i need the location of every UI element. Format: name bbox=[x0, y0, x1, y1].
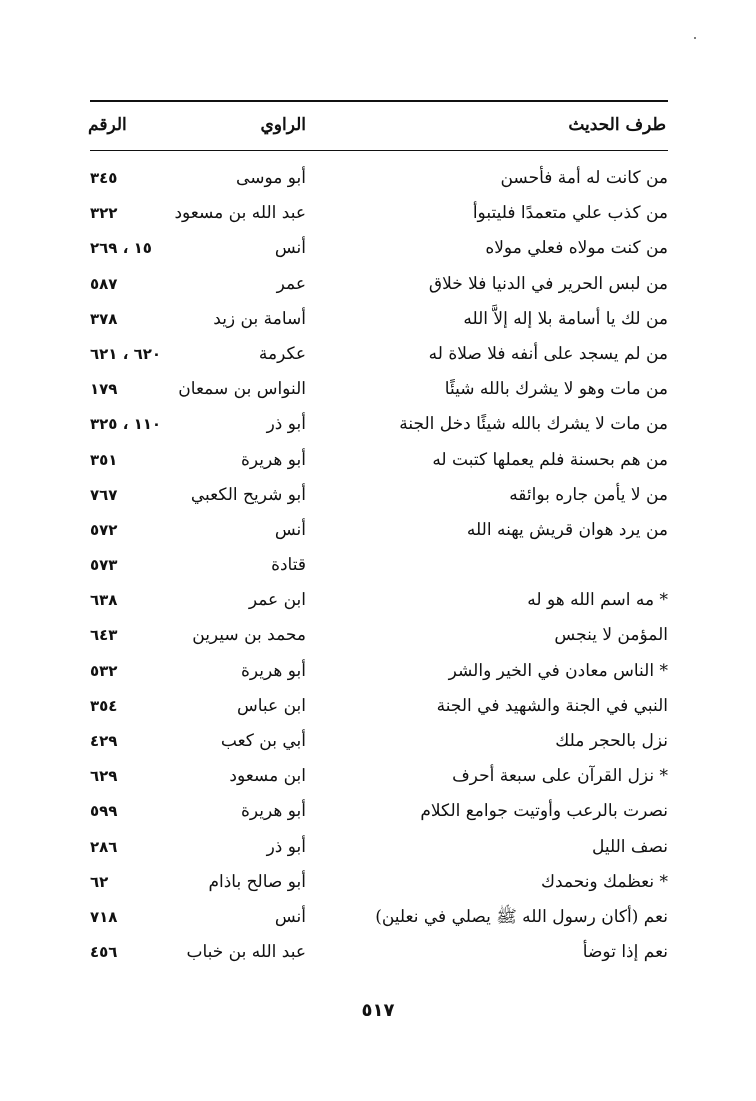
narrator-cell: محمد بن سيرين bbox=[192, 625, 306, 646]
hadith-cell: من لا يأمن جاره بوائقه bbox=[509, 484, 668, 505]
table-row bbox=[90, 867, 668, 902]
hadith-cell: من لك يا أسامة بلا إله إلاَّ الله bbox=[463, 308, 668, 329]
table-row bbox=[90, 198, 668, 233]
narrator-cell: أنس bbox=[274, 906, 306, 927]
narrator-cell: أبو هريرة bbox=[240, 660, 306, 681]
narrator-cell: أبو صالح باذام bbox=[208, 871, 306, 892]
narrator-cell: قتادة bbox=[271, 555, 306, 576]
table-row bbox=[90, 163, 668, 198]
number-cell: ٢٨٦ bbox=[90, 837, 118, 856]
table-row bbox=[90, 445, 668, 480]
table-row bbox=[90, 585, 668, 620]
table-row bbox=[90, 480, 668, 515]
narrator-cell: عكرمة bbox=[258, 343, 306, 364]
narrator-cell: عمر bbox=[276, 273, 306, 294]
scan-speck bbox=[694, 37, 696, 39]
number-cell: ٦٤٣ bbox=[90, 626, 118, 645]
number-cell: ٦٢٩ bbox=[90, 767, 118, 786]
hadith-cell: النبي في الجنة والشهيد في الجنة bbox=[436, 695, 668, 716]
narrator-cell: أبو ذر bbox=[266, 414, 306, 435]
hadith-cell: نزل بالحجر ملك bbox=[555, 731, 668, 751]
table-row bbox=[90, 620, 668, 655]
hadith-cell: * نعظمك ونحمدك bbox=[540, 871, 668, 892]
hadith-cell: نعم (أكان رسول الله ﷺ يصلي في نعلين) bbox=[375, 906, 668, 927]
hadith-cell: من مات وهو لا يشرك بالله شيئًا bbox=[444, 379, 668, 400]
number-cell: ٣٥١ bbox=[90, 450, 118, 469]
hadith-cell: المؤمن لا ينجس bbox=[554, 625, 668, 646]
narrator-cell: عبد الله بن خباب bbox=[186, 942, 306, 963]
number-cell: ٣٢٢ bbox=[90, 204, 118, 223]
number-cell: ٧١٨ bbox=[90, 907, 118, 926]
table-row bbox=[90, 550, 668, 585]
table-row bbox=[90, 726, 668, 761]
narrator-cell: ابن مسعود bbox=[229, 766, 306, 787]
page-number: ٥١٧ bbox=[361, 1000, 395, 1021]
number-cell: ١١٠ ، ٣٢٥ bbox=[90, 415, 162, 434]
table-row bbox=[90, 902, 668, 937]
table-row bbox=[90, 761, 668, 796]
table-row bbox=[90, 233, 668, 268]
narrator-cell: النواس بن سمعان bbox=[178, 379, 306, 400]
narrator-cell: أبو شريح الكعبي bbox=[190, 484, 306, 505]
number-cell: ٤٥٦ bbox=[90, 943, 118, 962]
hadith-cell: * مه اسم الله هو له bbox=[527, 590, 668, 611]
hadith-cell: * نزل القرآن على سبعة أحرف bbox=[452, 766, 668, 787]
header-narrator: الراوي bbox=[260, 115, 306, 135]
number-cell: ٦٣٨ bbox=[90, 591, 118, 610]
number-cell: ٥٨٧ bbox=[90, 274, 118, 293]
narrator-cell: عبد الله بن مسعود bbox=[174, 203, 306, 224]
narrator-cell: أنس bbox=[274, 519, 306, 540]
narrator-cell: أبو هريرة bbox=[240, 449, 306, 470]
table-row bbox=[90, 339, 668, 374]
hadith-cell: من كذب علي متعمدًا فليتبوأ bbox=[472, 203, 668, 224]
number-cell: ١٥ ، ٢٦٩ bbox=[90, 239, 152, 258]
number-cell: ٣٧٨ bbox=[90, 309, 118, 328]
hadith-cell: من مات لا يشرك بالله شيئًا دخل الجنة bbox=[399, 414, 668, 435]
hadith-cell: من هم بحسنة فلم يعملها كتبت له bbox=[432, 449, 668, 470]
number-cell: ٦٢ bbox=[90, 872, 109, 891]
hadith-cell: نصرت بالرعب وأوتيت جوامع الكلام bbox=[420, 801, 668, 822]
table-row bbox=[90, 796, 668, 831]
hadith-cell: من كانت له أمة فأحسن bbox=[500, 168, 668, 188]
number-cell: ٣٤٥ bbox=[90, 169, 118, 187]
narrator-cell: أنس bbox=[274, 238, 306, 259]
number-cell: ٥٧٢ bbox=[90, 520, 118, 539]
table-row bbox=[90, 691, 668, 726]
hadith-cell: من لم يسجد على أنفه فلا صلاة له bbox=[428, 343, 668, 364]
number-cell: ٥٧٣ bbox=[90, 556, 118, 575]
hadith-cell: * الناس معادن في الخير والشر bbox=[448, 660, 668, 681]
header-hadith: طرف الحديث bbox=[568, 115, 666, 135]
number-cell: ٣٥٤ bbox=[90, 696, 118, 715]
table-row bbox=[90, 409, 668, 444]
number-cell: ٦٢٠ ، ٦٢١ bbox=[90, 344, 162, 363]
top-rule bbox=[90, 100, 668, 102]
narrator-cell: أبو ذر bbox=[266, 836, 306, 857]
number-cell: ٥٣٢ bbox=[90, 661, 118, 680]
header-number: الرقم bbox=[88, 115, 127, 135]
narrator-cell: أسامة بن زيد bbox=[213, 308, 306, 329]
narrator-cell: أبي بن كعب bbox=[220, 731, 306, 751]
number-cell: ٤٢٩ bbox=[90, 732, 118, 750]
table-row bbox=[90, 937, 668, 972]
number-cell: ١٧٩ bbox=[90, 380, 118, 399]
hadith-cell: نصف الليل bbox=[591, 836, 668, 857]
table-row bbox=[90, 515, 668, 550]
number-cell: ٥٩٩ bbox=[90, 802, 118, 821]
hadith-cell: من يرد هوان قريش يهنه الله bbox=[466, 519, 668, 540]
narrator-cell: ابن عمر bbox=[248, 590, 306, 611]
header-rule bbox=[90, 150, 668, 151]
number-cell: ٧٦٧ bbox=[90, 485, 118, 504]
table-row bbox=[90, 374, 668, 409]
table-row bbox=[90, 269, 668, 304]
table-row bbox=[90, 832, 668, 867]
narrator-cell: ابن عباس bbox=[236, 695, 306, 716]
narrator-cell: أبو هريرة bbox=[240, 801, 306, 822]
hadith-cell: من كنت مولاه فعلي مولاه bbox=[485, 238, 668, 259]
table-row bbox=[90, 304, 668, 339]
narrator-cell: أبو موسى bbox=[236, 168, 306, 188]
hadith-cell: نعم إذا توضأ bbox=[582, 942, 668, 963]
hadith-cell: من لبس الحرير في الدنيا فلا خلاق bbox=[428, 273, 668, 294]
index-table bbox=[90, 163, 668, 972]
table-row bbox=[90, 656, 668, 691]
